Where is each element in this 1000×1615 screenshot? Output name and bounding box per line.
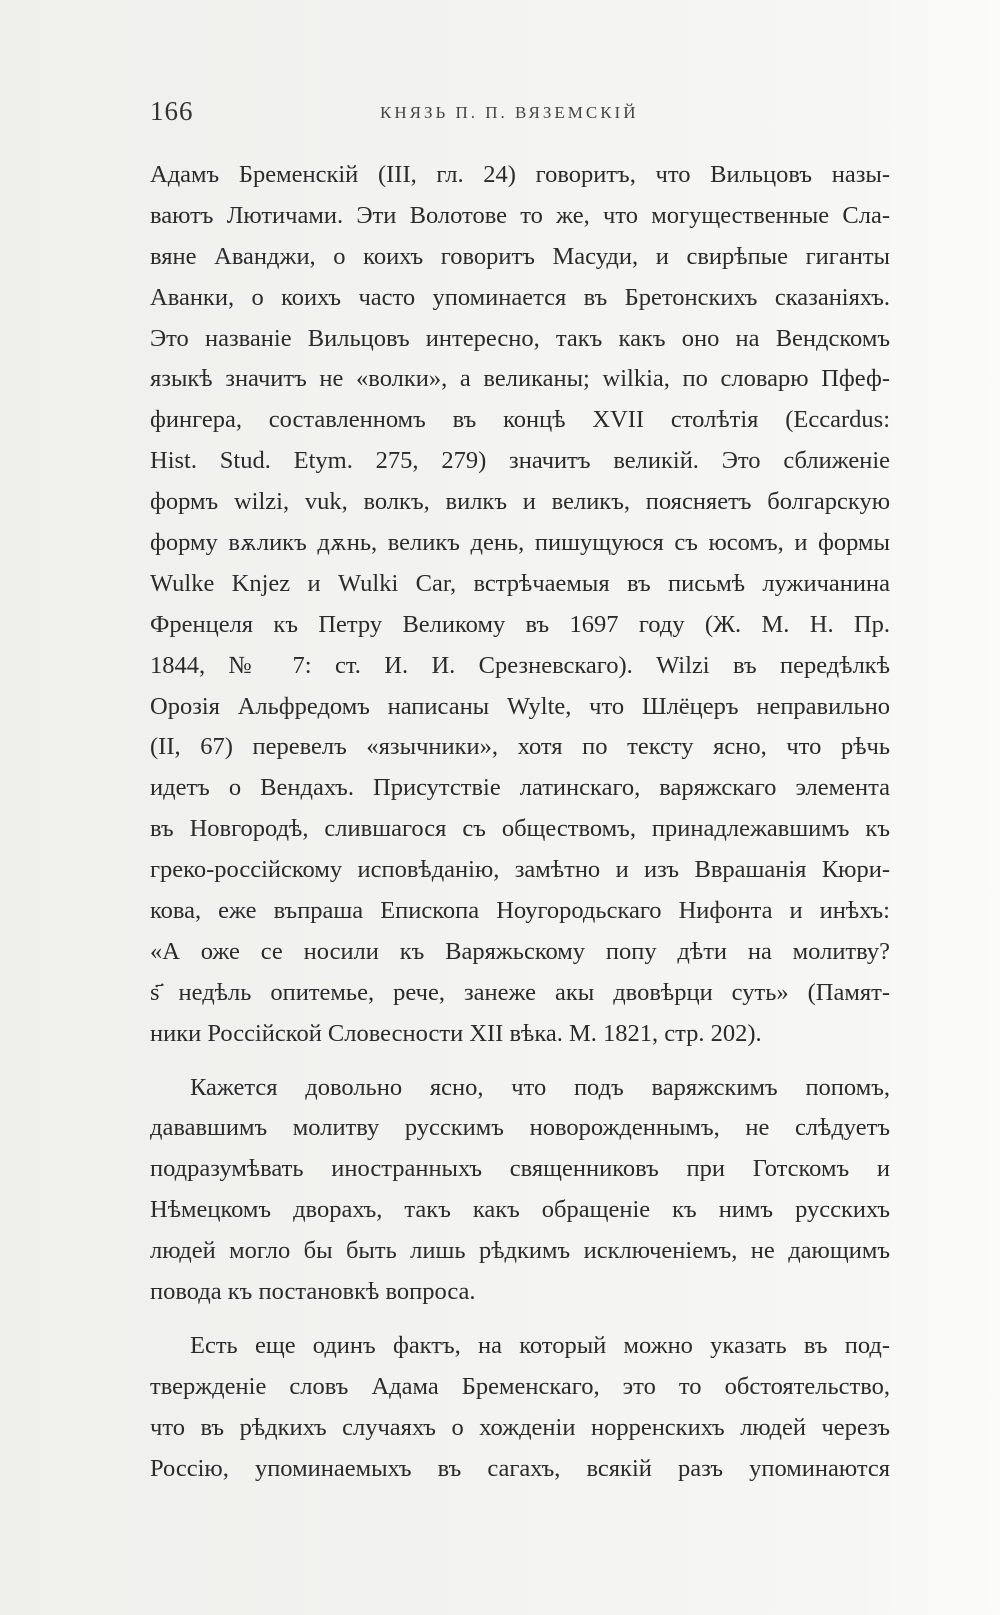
text-line: твержденіе словъ Адама Бременскаго, это то обстоятельство, xyxy=(150,1372,890,1400)
text-line: идетъ о Вендахъ. Присутствіе латинскаго, варяжскаго элемента xyxy=(150,774,890,802)
text-line: Wulke Knjez и Wulki Car, встрѣчаемыя въ письмѣ лужичанина xyxy=(150,569,890,597)
running-title: КНЯЗЬ П. П. ВЯЗЕМСКІЙ xyxy=(380,103,639,122)
text-line: въ Новгородѣ, слившагося съ обществомъ, принадлежавшимъ къ xyxy=(150,815,890,843)
text-line: Адамъ Бременскій (III, гл. 24) говоритъ, что Вильцовъ назы- xyxy=(150,161,890,188)
text-line: дававшимъ молитву русскимъ новорожденнымъ, не слѣдуетъ xyxy=(150,1114,890,1142)
text-line: Hist. Stud. Etym. 275, 279) значитъ великій. Это сближеніе xyxy=(150,447,890,475)
page-body xyxy=(150,155,890,1490)
text-line: «А оже се носили къ Варяжьскому попу дѣти на молитву? xyxy=(150,937,890,965)
text-line: греко-россійскому исповѣданію, замѣтно и изъ Вврашанія Кюри- xyxy=(150,856,890,884)
text-line: формъ wilzi, vuk, волкъ, вилкъ и великъ, поясняетъ болгарскую xyxy=(150,488,890,516)
text-line: (II, 67) перевелъ «язычники», хотя по тексту ясно, что рѣчь xyxy=(150,733,890,761)
text-line: 1844, № 7: ст. И. И. Срезневскаго). Wilzi въ передѣлкѣ xyxy=(150,651,890,679)
text-line: вяне Аванджи, о коихъ говоритъ Масуди, и свирѣпые гиганты xyxy=(150,242,890,270)
text-line: фингера, составленномъ въ концѣ XVII столѣтія (Eccardus: xyxy=(150,406,890,434)
text-line: ники Россійской Словесности XII вѣка. М. 1821, стр. 202). xyxy=(150,1019,762,1047)
text-line: людей могло бы быть лишь рѣдкимъ исключеніемъ, не дающимъ xyxy=(150,1237,890,1265)
paragraph-3 xyxy=(150,1326,890,1490)
text-line: Нѣмецкомъ дворахъ, такъ какъ обращеніе къ нимъ русскихъ xyxy=(150,1196,890,1224)
paragraph-gap xyxy=(150,1313,890,1326)
paragraph-2 xyxy=(150,1068,890,1313)
text-line: повода къ постановкѣ вопроса. xyxy=(150,1278,476,1306)
text-line: Френцеля къ Петру Великому въ 1697 году (Ж. М. Н. Пр. xyxy=(150,610,890,638)
paragraph-gap xyxy=(150,1055,890,1068)
text-line: Аванки, о коихъ часто упоминается въ Бретонскихъ сказаніяхъ. xyxy=(150,283,890,311)
text-line: Орозія Альфредомъ написаны Wylte, что Шлёцеръ неправильно xyxy=(150,692,890,720)
page-header xyxy=(150,96,890,128)
text-line: ваютъ Лютичами. Эти Волотове то же, что могущественные Сла- xyxy=(150,201,890,229)
text-line: языкѣ значитъ не «волки», а великаны; wilkia, по словарю Пфеф- xyxy=(150,365,890,393)
paragraph-1 xyxy=(150,155,890,1055)
text-line: что въ рѣдкихъ случаяхъ о хожденіи норренскихъ людей черезъ xyxy=(150,1413,890,1441)
text-line: Есть еще одинъ фактъ, на который можно указать въ под- xyxy=(190,1331,890,1359)
text-line: Это названіе Вильцовъ интересно, такъ какъ оно на Вендскомъ xyxy=(150,324,890,352)
text-line: форму вѫликъ дѫнь, великъ день, пишущуюся съ юсомъ, и формы xyxy=(150,529,890,557)
text-line: подразумѣвать иностранныхъ священниковъ при Готскомъ и xyxy=(150,1155,890,1183)
text-line: Россію, упоминаемыхъ въ сагахъ, всякій разъ упоминаются xyxy=(150,1454,890,1482)
text-line: ѕ҃ недѣль опитемье, рече, занеже акы двовѣрци суть» (Памят- xyxy=(150,978,890,1006)
page-number: 166 xyxy=(150,96,194,126)
text-line: Кажется довольно ясно, что подъ варяжскимъ попомъ, xyxy=(190,1073,890,1101)
text-line: кова, еже въпраша Епископа Ноугородьскаго Нифонта и инѣхъ: xyxy=(150,897,890,925)
